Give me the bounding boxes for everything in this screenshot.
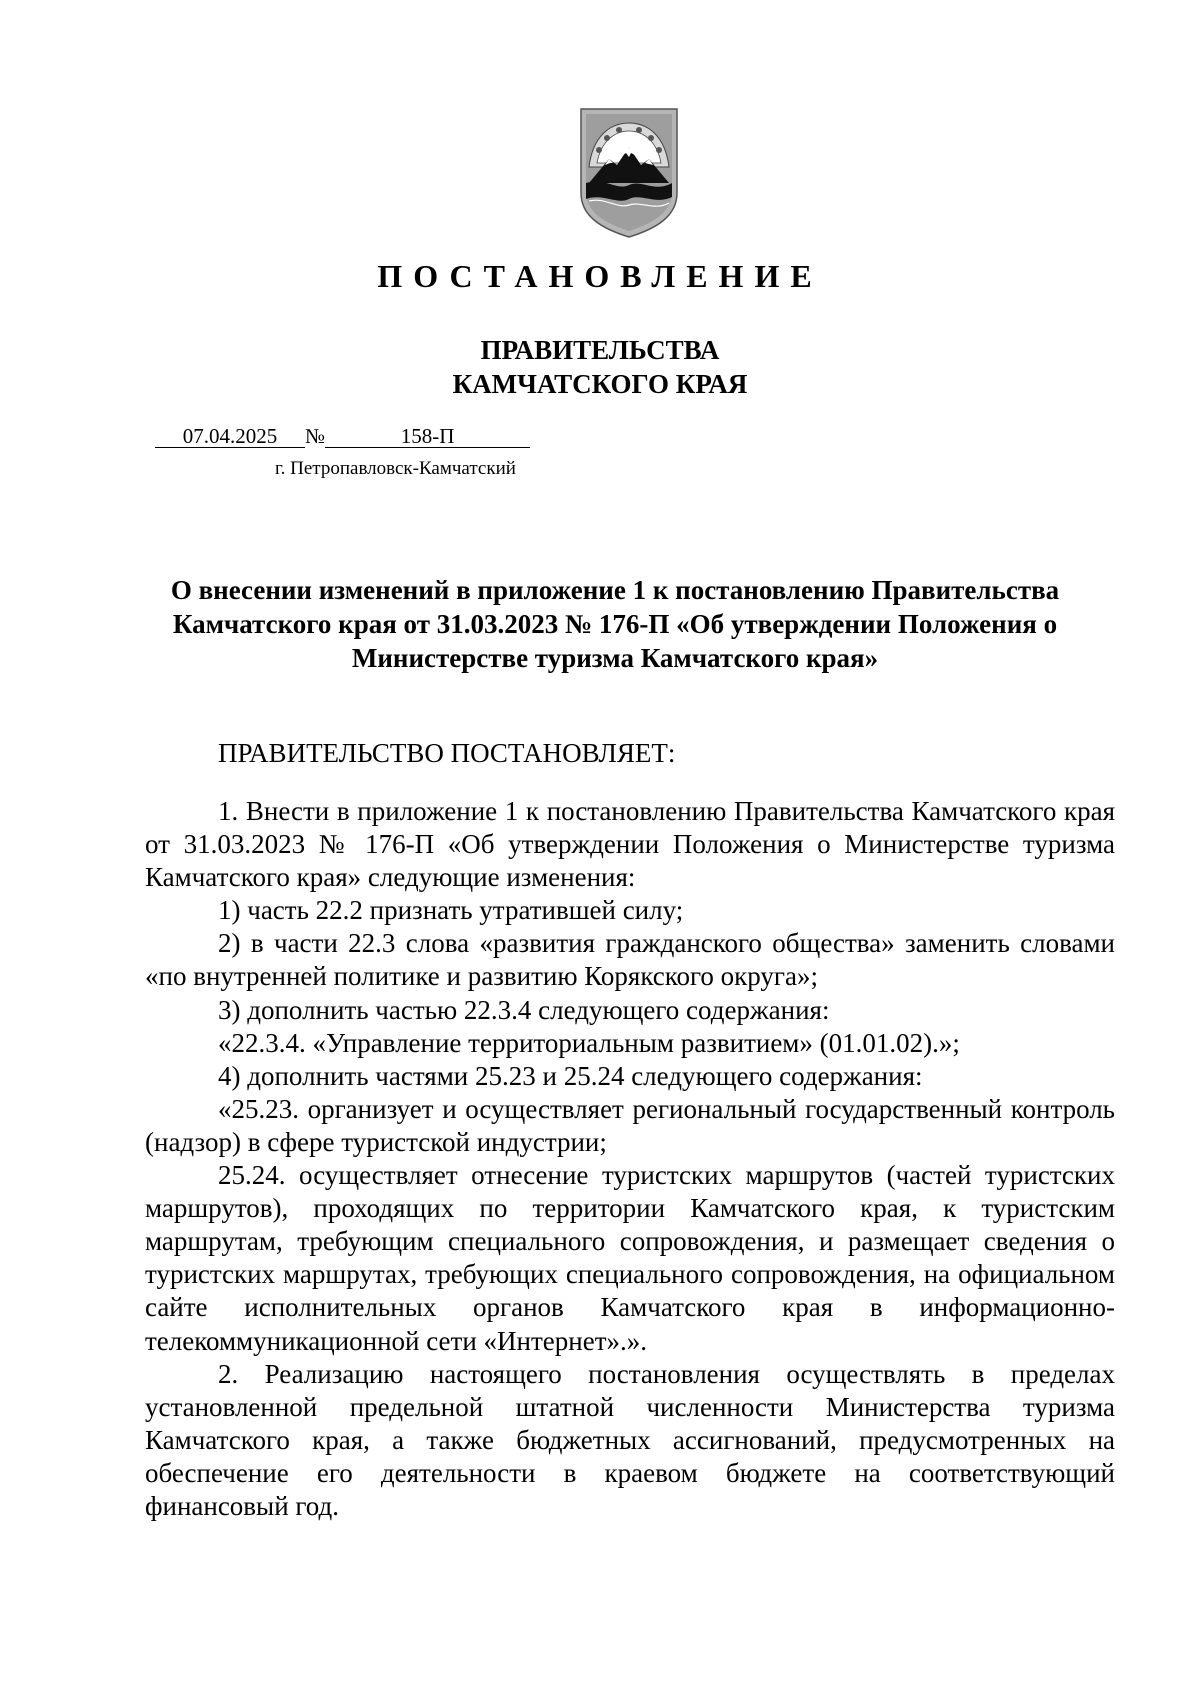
paragraph-2: 2. Реализацию настоящего постановления осуществлять в пределах установленной предельной штатной численности Министерства туризма Камчатского края, а также бюджетных ассигнований, предусмотренных на обеспечение его деятельности в краевом бюджете на соответствующий финансовый год. <box>145 1358 1115 1521</box>
document-subject: О внесении изменений в приложение 1 к постановлению Правительства Камчатского края от 31.03.2023 № 176-П «Об утверждении Положения о Министерстве туризма Камчатского края» <box>170 575 1060 673</box>
document-body <box>145 795 1115 1523</box>
issuer-line-1: ПРАВИТЕЛЬСТВА <box>480 335 720 365</box>
paragraph-1-item-2: 2) в части 22.3 слова «развития гражданского общества» заменить словами «по внутренней политике и развитию Корякского округа»; <box>145 928 1115 992</box>
paragraph-1-item-3: 3) дополнить частью 22.3.4 следующего содержания: <box>218 994 830 1025</box>
number-sign: № <box>305 424 326 448</box>
paragraph-1-item-3-text: «22.3.4. «Управление территориальным развитием» (01.01.02).»; <box>218 1027 960 1058</box>
document-city: г. Петропавловск-Камчатский <box>275 458 516 479</box>
document-number: 158-П <box>325 425 530 448</box>
date-number-line <box>155 424 530 449</box>
issuer-line-2: КАМЧАТСКОГО КРАЯ <box>452 369 748 399</box>
paragraph-1: 1. Внести в приложение 1 к постановлению Правительства Камчатского края от 31.03.2023 № 176-П «Об утверждении Положения о Министерстве туризма Камчатского края» следующие изменения: <box>145 796 1115 893</box>
paragraph-1-item-4-part-25-23: «25.23. организует и осуществляет региональный государственный контроль (надзор) в сфере туристской индустрии; <box>145 1093 1115 1157</box>
issuer-block <box>0 333 1200 401</box>
kamchatka-emblem-icon <box>575 105 683 239</box>
paragraph-1-item-4-part-25-24: 25.24. осуществляет отнесение туристских маршрутов (частей туристских маршрутов), проходящих по территории Камчатского края, к туристским маршрутам, требующим специального сопровождения, и размещает сведения о туристских маршрутах, требующих специального сопровождения, на официальном сайте исполнительных органов Камчатского края в информационно-телекоммуникационной сети «Интернет».». <box>145 1160 1115 1356</box>
paragraph-1-item-1: 1) часть 22.2 признать утратившей силу; <box>218 895 684 926</box>
paragraph-1-item-4: 4) дополнить частями 25.23 и 25.24 следующего содержания: <box>218 1060 923 1091</box>
document-title: ПОСТАНОВЛЕНИЕ <box>377 258 823 294</box>
decree-heading: ПРАВИТЕЛЬСТВО ПОСТАНОВЛЯЕТ: <box>218 738 676 768</box>
document-date: 07.04.2025 <box>155 425 305 448</box>
